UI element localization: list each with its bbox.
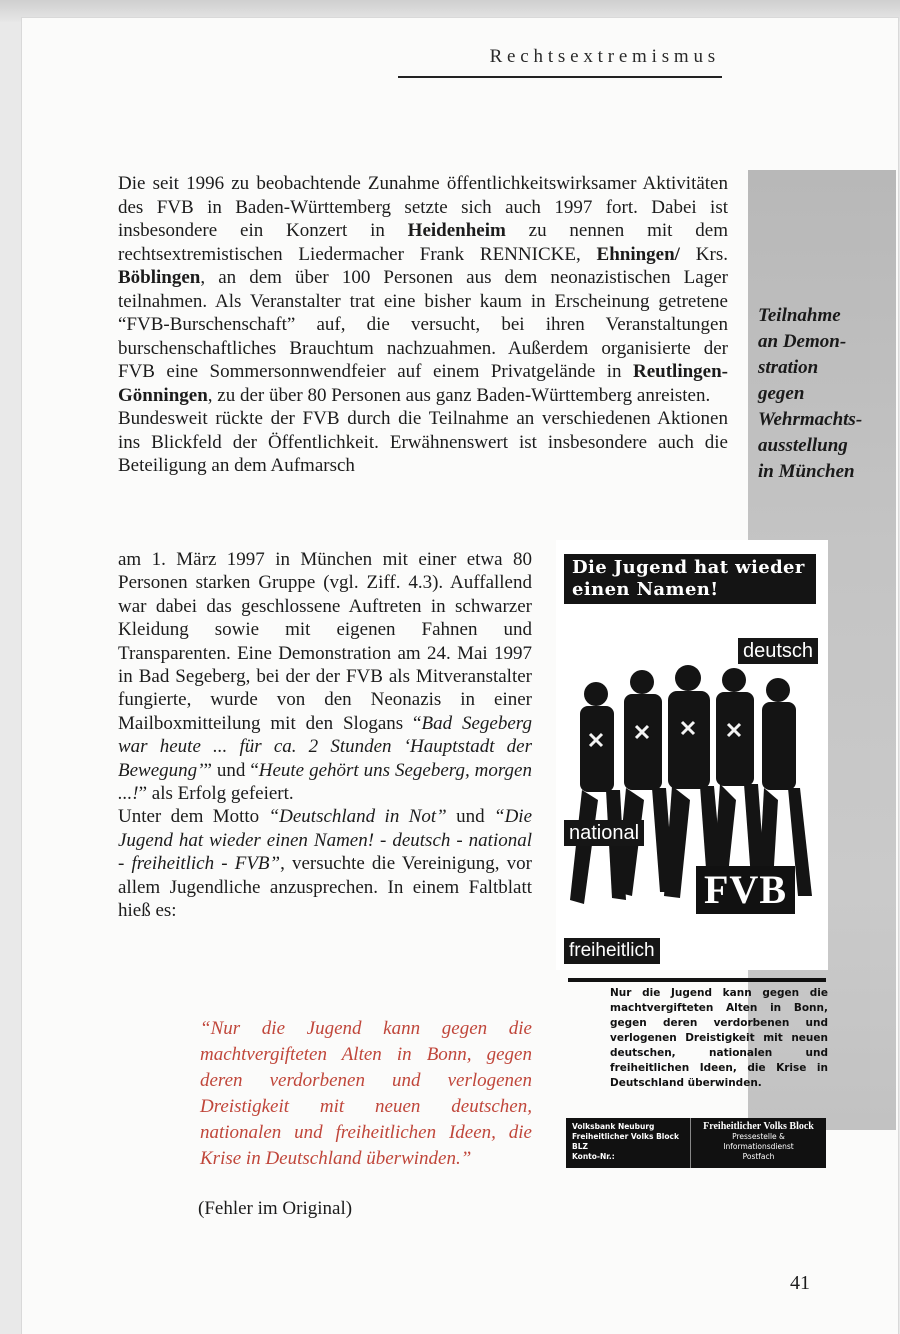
slogan: Bad Segeberg war heute ... für ca. 2 Stunden ‘Hauptstadt der Bewegung’ xyxy=(118,712,532,781)
footer-line: Freiheitlicher Volks Block xyxy=(572,1132,679,1141)
text-run: Unter dem Motto xyxy=(118,806,269,828)
flyer-text: Nur die Jugend kann gegen die machtvergifteten Alten in Bonn, gegen deren verdorbenen und verlogenen Dreistigkeit mit neuen deutschen, nationalen und freiheitlichen Ideen, die Krise in Deutschland überwinden. xyxy=(610,987,828,1089)
flyer-rule xyxy=(568,978,826,982)
footer-line: Volksbank Neuburg xyxy=(572,1122,655,1131)
motto: “Deutschland in Not” xyxy=(268,806,447,828)
margin-note-line: an Demon- xyxy=(758,331,847,352)
place-reutlingen: Reutlingen-Gönningen xyxy=(118,361,728,406)
margin-note xyxy=(758,303,894,485)
flyer-tag-national: national xyxy=(564,820,644,846)
text-run: , versuchte die Vereinigung, vor allem Jugendliche anzusprechen. In einem Faltblatt hieß es: xyxy=(118,853,532,922)
place-heidenheim: Heidenheim xyxy=(407,220,506,241)
page-number: 41 xyxy=(790,1272,810,1294)
text-run: Krs. xyxy=(679,243,728,265)
text-run: am 1. März 1997 in München mit einer etwa 80 Personen starken Gruppe (vgl. Ziff. 4.3). Auffallend war dabei das geschlossene Auftreten in schwarzer Kleidung sowie mit eigenen Fahnen und Transparenten. Eine Demonstration am 24. Mai 1997 in Bad Segeberg, bei der der FVB als Mitveranstalter fungierte, wurde von den Neonazis in einer Mailboxmitteilung mit den Slogans “ xyxy=(118,549,532,734)
paragraph-2-start: Bundesweit rückte der FVB durch die Teilnahme an verschiedenen Aktionen ins Blickfeld der Öffentlichkeit. Erwähnenswert ist insbesondere auch die Beteiligung an dem Aufmarsch xyxy=(118,408,728,476)
footer-line: Konto-Nr.: xyxy=(572,1152,615,1161)
flyer-tag-freiheitlich: freiheitlich xyxy=(564,938,660,964)
body-text-narrow xyxy=(118,548,532,923)
slogan: Heute gehört uns Segeberg, morgen ...! xyxy=(118,759,532,805)
footer-line: Postfach xyxy=(742,1152,775,1161)
margin-note-line: stration xyxy=(758,357,819,378)
flyer-tag-deutsch: deutsch xyxy=(738,638,818,664)
text-run: zu nennen mit dem rechtsextremistischen Liedermacher Frank RENNICKE, xyxy=(118,220,728,265)
flyer-footer-address xyxy=(691,1118,826,1168)
footer-line: Pressestelle & Informationsdienst xyxy=(723,1132,794,1151)
paragraph-1 xyxy=(118,172,728,407)
place-ehningen: Ehningen/ xyxy=(596,243,680,265)
quotation: “Nur die Jugend kann gegen die machtvergifteten Alten in Bonn, gegen deren verdorbenen und verlogenen Dreistigkeit mit neuen deutschen, nationalen und freiheitlichen Ideen, die Krise in Deutschland überwinden.” xyxy=(200,1018,532,1169)
flyer-footer xyxy=(566,1118,826,1168)
paragraph-2-cont xyxy=(118,548,532,805)
margin-note-line: gegen xyxy=(758,383,805,404)
fvb-logo: FVB xyxy=(696,866,795,914)
text-run: , zu der über 80 Personen aus ganz Baden-Württemberg anreisten. xyxy=(207,384,711,406)
footer-line: BLZ xyxy=(572,1142,588,1151)
margin-note-line: Teilnahme xyxy=(758,305,841,326)
text-run: ” und “ xyxy=(203,759,259,781)
text-run: Die seit 1996 zu beobachtende Zunahme öffentlichkeitswirksamer Aktivitäten des FVB in Baden-Württemberg setzte sich auch 1997 fort. Dabei ist insbesondere ein Konzert in xyxy=(118,173,728,241)
text-run: , an dem über 100 Personen aus dem neonazistischen Lager teilnahmen. Als Veranstalter trat eine bisher kaum in Erscheinung getretene “FVB-Burschenschaft” auf, die versucht, bei ihren Veranstaltungen burschenschaftliches Brauchtum nachzuahmen. Außerdem organisierte der FVB eine Sommersonnwendfeier auf einem Privatgelände in xyxy=(118,267,728,382)
motto: “Die Jugend hat wieder einen Namen! - deutsch - national - freiheitlich - FVB” xyxy=(118,806,532,875)
remark: (Fehler im Original) xyxy=(198,1198,353,1219)
footer-line: Freiheitlicher Volks Block xyxy=(703,1121,814,1132)
margin-note-line: ausstellung xyxy=(758,435,848,456)
flyer-image xyxy=(556,540,828,970)
flyer-headline: Die Jugend hat wieder einen Namen! xyxy=(564,554,816,604)
paragraph-3 xyxy=(118,805,532,922)
head-rule xyxy=(398,76,722,78)
body-text xyxy=(118,172,728,478)
text-run: ” als Erfolg gefeiert. xyxy=(138,783,294,805)
margin-note-line: in München xyxy=(758,461,855,482)
place-boeblingen: Böblingen xyxy=(118,267,201,288)
running-head: Rechtsextremismus xyxy=(489,46,720,67)
flyer-footer-bank xyxy=(566,1118,691,1168)
margin-note-line: Wehrmachts- xyxy=(758,409,863,430)
text-run: und xyxy=(446,806,494,828)
